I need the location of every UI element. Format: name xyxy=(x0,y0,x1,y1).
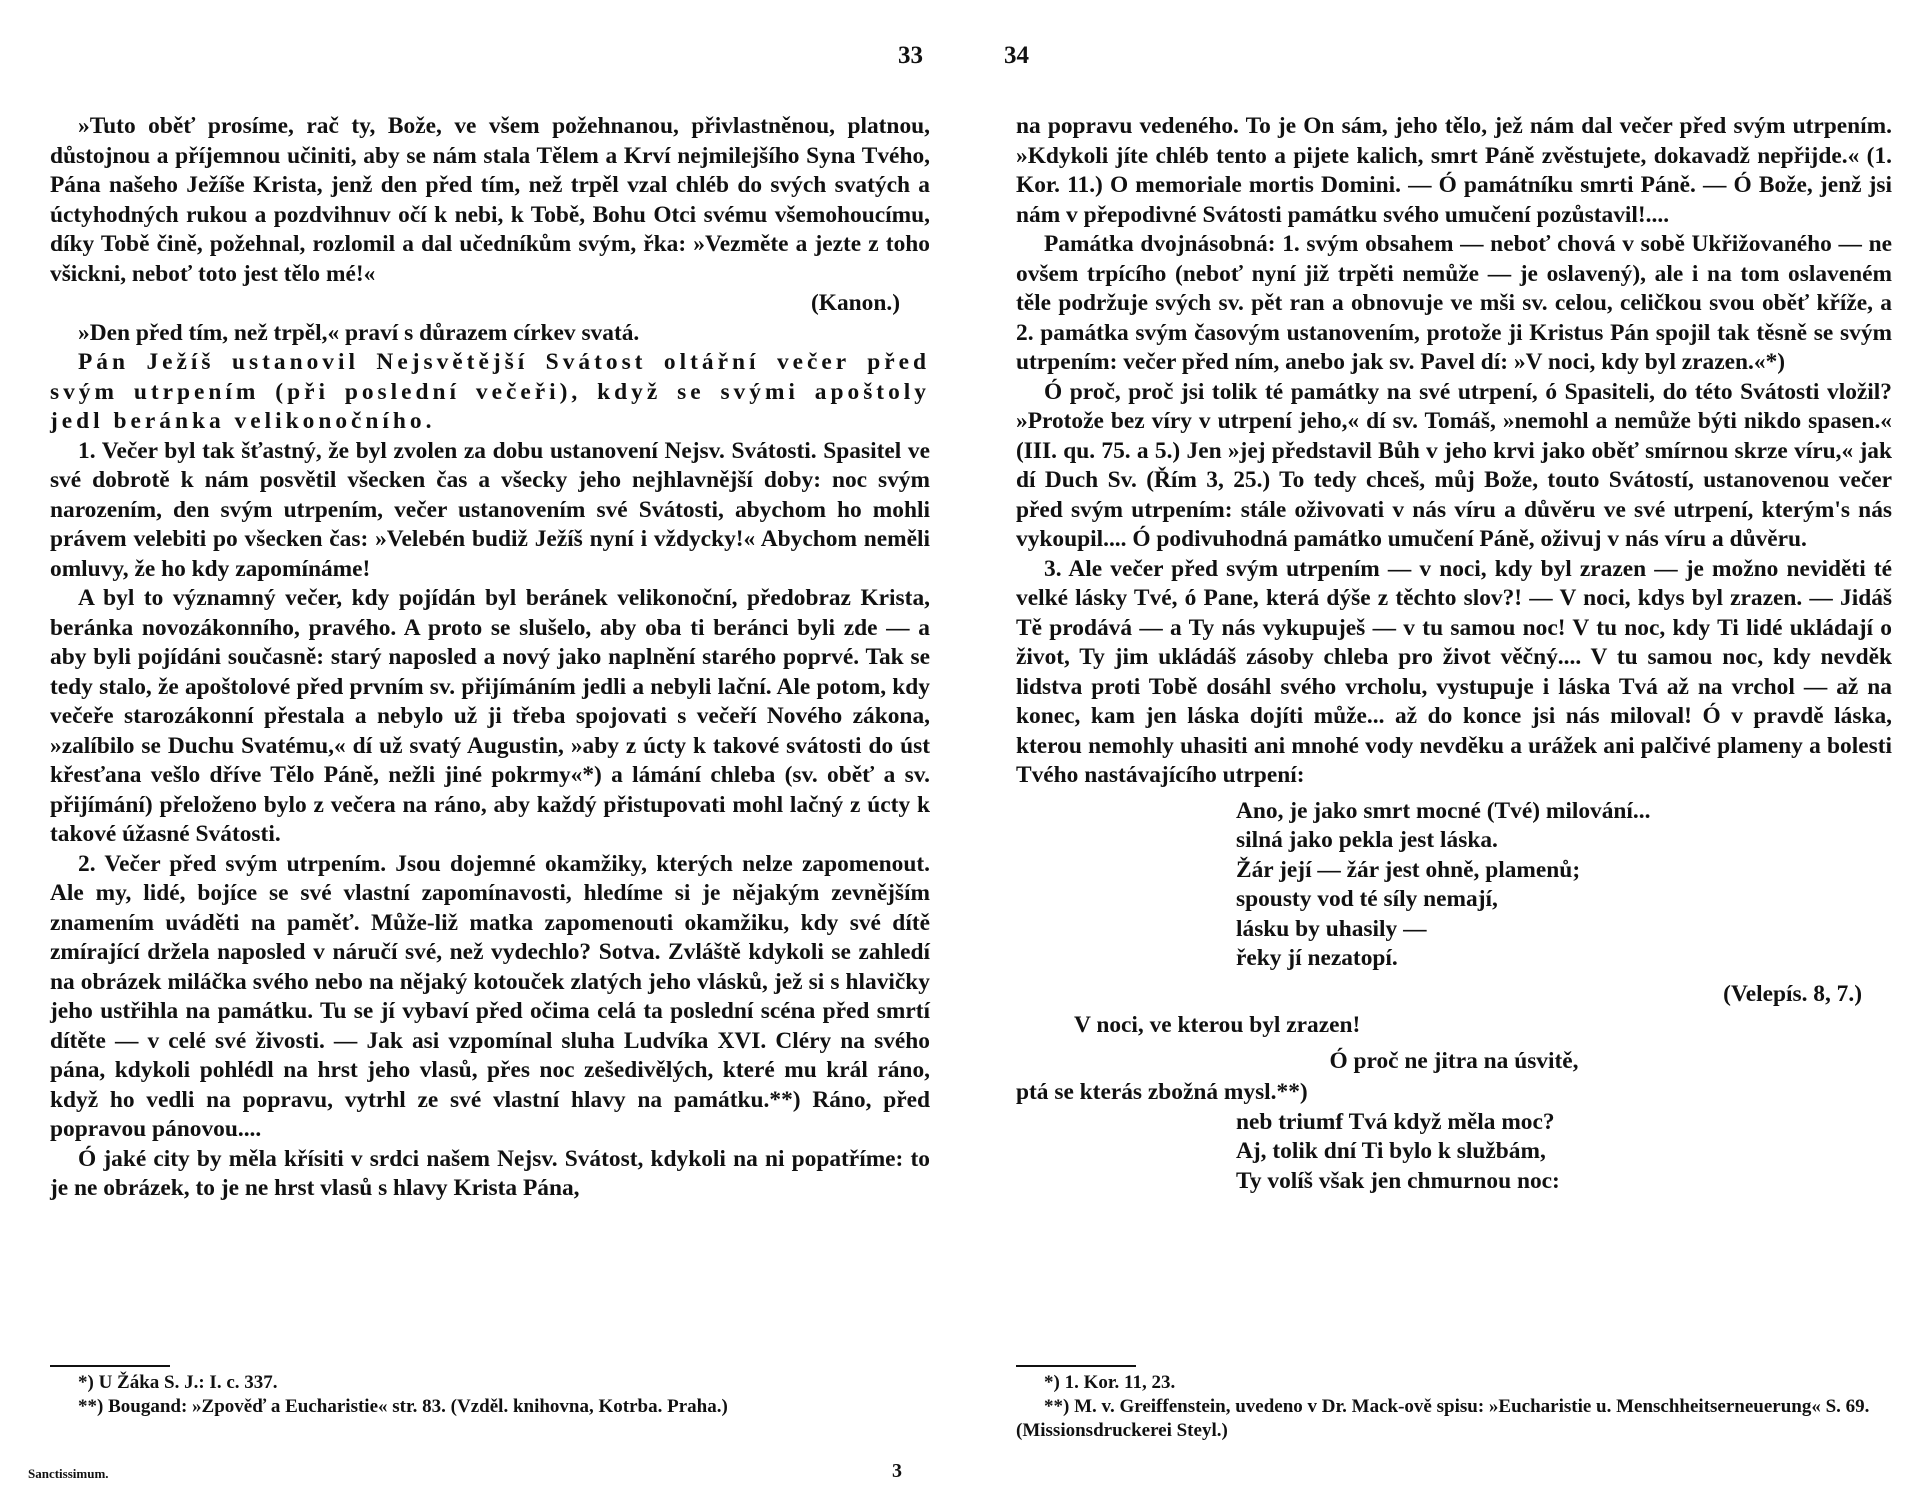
canon-paragraph: »Tuto oběť prosíme, rač ty, Bože, ve všem požehnanou, přivlastněnou, platnou, důstojnou a příjemnou učiniti, aby se nám stala Tělem a Krví nejmilejšího Syna Tvého, Pána našeho Ježíše Krista, jenž den před tím, než trpěl vzal chléb do svých svatých a úctyhodných rukou a pozdvihnuv očí k nebi, k Tobě, Bohu Otci svému všemohoucímu, díky Tobě čině, požehnal, rozlomil a dal učedníkům svým, řka: »Vezměte a jezte z toho všickni, neboť toto jest tělo mé!« xyxy=(50,113,930,287)
poem-line: neb triumf Tvá když měla moc? xyxy=(1236,1108,1555,1135)
paragraph: 2. Večer před svým utrpením. Jsou dojemné okamžiky, kterých nelze zapomenout. Ale my, lidé, bojíce se své vlastní zapomínavosti, hledíme si je nějakým zevnějším znamením uváděti na paměť. Může-liž matka zapomenouti okamžiku, kdy své dítě zmírající držela naposled v náručí své, než vydechlo? Sotva. Zvláště kdykoli se zahledí na obrázek miláčka svého nebo na nějaký kotouček zlatých jeho vlásků, jež si s hlavičky jeho ustřihla na památku. Tu se jí vybaví před očima celá ta poslední scéna před smrtí dítěte — v celé své živosti. — Jak asi vzpomínal sluha Ludvíka XVI. Cléry na svého pána, kdykoli pohlédl na hrst jeho vlasů, přes noc zešedivělých, které mu král ráno, když ho vedli na popravu, vytrhl ze své vlastní hlavy na památku.**) Ráno, před popravou pánovou.... xyxy=(50,850,930,1142)
paragraph: 1. Večer byl tak šťastný, že byl zvolen za dobu ustanovení Nejsv. Svátosti. Spasitel ve své dobrotě k nám posvětil všecken čas a všecky jeho nejhlavnější doby: noc svým narozením, den svým utrpením, večer ustanovením své Svátosti, abychom ho mohli právem velebiti po všecken čas: »Velebén budiž Ježíš nyní i vždycky!« Abychom neměli omluvy, že ho kdy zapomínáme! xyxy=(50,437,930,582)
poem-line: silná jako pekla jest láska. xyxy=(1236,827,1498,853)
poem-line: řeky jí nezatopí. xyxy=(1236,945,1398,971)
paragraph: »Den před tím, než trpěl,« praví s důrazem církev svatá. xyxy=(78,319,640,346)
poem-source: (Velepís. 8, 7.) xyxy=(1723,980,1862,1007)
signature-mark: Sanctissimum. xyxy=(28,1466,109,1481)
footnote-rule xyxy=(50,1365,170,1367)
poem-line: Ano, je jako smrt mocné (Tvé) milování... xyxy=(1236,797,1651,824)
night-line: V noci, ve kterou byl zrazen! xyxy=(1074,1012,1361,1038)
footnote: *) 1. Kor. 11, 23. xyxy=(1044,1372,1176,1393)
footnote: **) M. v. Greiffenstein, uvedeno v Dr. Mack-ově spisu: »Eucharistie u. Menschheitserneuerung« S. 69. (Missionsdruckerei Steyl.) xyxy=(1016,1396,1870,1441)
poem-line: spousty vod té síly nemají, xyxy=(1236,886,1498,912)
right-page-body xyxy=(1016,112,1892,1196)
right-page-number: 34 xyxy=(1004,42,1029,69)
left-footnotes xyxy=(50,1365,930,1419)
thesis-paragraph: Pán Ježíš ustanovil Nejsvětější Svátost oltářní večer před svým utrpením (při poslední večeři), když se svými apoštoly jedl beránka velikonočního. xyxy=(50,349,930,434)
sheet-number: 3 xyxy=(892,1460,902,1482)
left-page-body xyxy=(50,112,930,1204)
paragraph: Památka dvojnásobná: 1. svým obsahem — neboť chová v sobě Ukřižovaného — ne ovšem trpícího (neboť nyní již trpěti nemůže — je oslavený), ale i na tom oslaveném těle podržuje svých sv. pět ran a obnovuje ve mši sv. celou, celičkou svou oběť kříže, a 2. památka svým časovým ustanovením, protože ji Kristus Pán spojil tak těsně se svým utrpením: večer před ním, anebo jak sv. Pavel dí: »V noci, kdy byl zrazen.«*) xyxy=(1016,231,1892,375)
footnote: *) U Žáka S. J.: I. c. 337. xyxy=(78,1372,278,1393)
footnote: **) Bougand: »Zpověď a Eucharistie« str. 83. (Vzděl. knihovna, Kotrba. Praha.) xyxy=(78,1396,728,1417)
poem-line: lásku by uhasily — xyxy=(1236,915,1427,942)
poem-line: Ty volíš však jen chmurnou noc: xyxy=(1236,1167,1560,1194)
asks-line: ptá se kterás zbožná mysl.**) xyxy=(1016,1079,1308,1105)
paragraph: Ó proč, proč jsi tolik té památky na své utrpení, ó Spasiteli, do této Svátosti vložil? »Protože bez víry v utrpení jeho,« dí sv. Tomáš, »nemohl a nemůže býti nikdo spasen.« (III. qu. 75. a 5.) Jen »jej představil Bůh v jeho krvi jako oběť smírnou skrze víru,« jak dí Duch Sv. (Řím 3, 25.) To tedy chceš, můj Bože, touto Svátostí, ustanovenou večer před svým utrpením: stále oživovati v nás víru a důvěru ve své utrpení, kterým's nás vykoupil.... Ó podivuhodná památko umučení Páně, oživuj v nás víru a důvěru. xyxy=(1016,378,1892,552)
poem-line: Žár její — žár jest ohně, plamenů; xyxy=(1236,856,1581,883)
paragraph: A byl to významný večer, kdy pojídán byl beránek velikonoční, předobraz Krista, beránka novozákonního, pravého. A proto se slušelo, aby oba ti beránci byli zde — a aby byli pojídáni současně: starý naposled a nový jako naplnění starého poprvé. Tak se tedy stalo, že apoštolové před prvním sv. přijímáním jedli a nebyli lační. Ale potom, kdy večeře starozákonní přestala a nebylo už ji třeba spojovati s večeří Nového zákona, »zalíbilo se Duchu Svatému,« dí už svatý Augustin, »aby z úcty k takové svátosti do úst křesťana vešlo dříve Tělo Páně, nežli jiné pokrmy«*) a lámání chleba (sv. oběť a sv. přijímání) přeloženo bylo z večera na ráno, aby každý přistupovati mohl lačný z úcty k takové úžasné Svátosti. xyxy=(50,585,930,847)
right-footnotes xyxy=(1016,1365,1892,1443)
poem-quote xyxy=(1016,797,1892,974)
canon-source: (Kanon.) xyxy=(810,290,900,316)
paragraph: na popravu vedeného. To je On sám, jeho tělo, jež nám dal večer před svým utrpením. »Kdykoli jíte chléb tento a pijete kalich, smrt Páně zvěstujete, dokavadž nepřijde.« (1. Kor. 11.) O memoriale mortis Domini. — Ó památníku smrti Páně. — Ó Bože, jenž jsi nám v přepodivné Svátosti památku svého umučení pozůstavil!.... xyxy=(1016,113,1892,228)
paragraph: Ó jaké city by měla křísiti v srdci našem Nejsv. Svátost, kdykoli na ni popatříme: to je ne obrázek, to je ne hrst vlasů s hlavy Krista Pána, xyxy=(50,1145,930,1201)
paragraph: 3. Ale večer před svým utrpením — v noci, kdy byl zrazen — je možno neviděti té velké lásky Tvé, ó Pane, která dýše z těchto slov?! — V noci, kdys byl zrazen. — Jidáš Tě prodává — a Ty nás vykupuješ — v tu samou noc! V tu noc, kdy Ti lidé ukládají o život, Ty jim ukládáš zásoby chleba pro život věčný.... V tu samou noc, kdy nevděk lidstva proti Tobě dosáhl svého vrcholu, vystupuje i láska Tvá až na vrchol — až na konec, kam jen láska dojíti může... až do konce jsi nás miloval! Ó v pravdě láska, kterou nemohly uhasiti ani mnohé vody nevděku a urážek ani palčivé plameny a bolesti Tvého nastávajícího utrpení: xyxy=(1016,555,1892,788)
right-page xyxy=(964,0,1928,1500)
left-page-number: 33 xyxy=(898,42,923,69)
why-line: Ó proč ne jitra na úsvitě, xyxy=(1329,1047,1579,1074)
footnote-rule xyxy=(1016,1365,1136,1367)
poem-line: Aj, tolik dní Ti bylo k službám, xyxy=(1236,1138,1546,1164)
poem-quote-2 xyxy=(1016,1108,1892,1197)
